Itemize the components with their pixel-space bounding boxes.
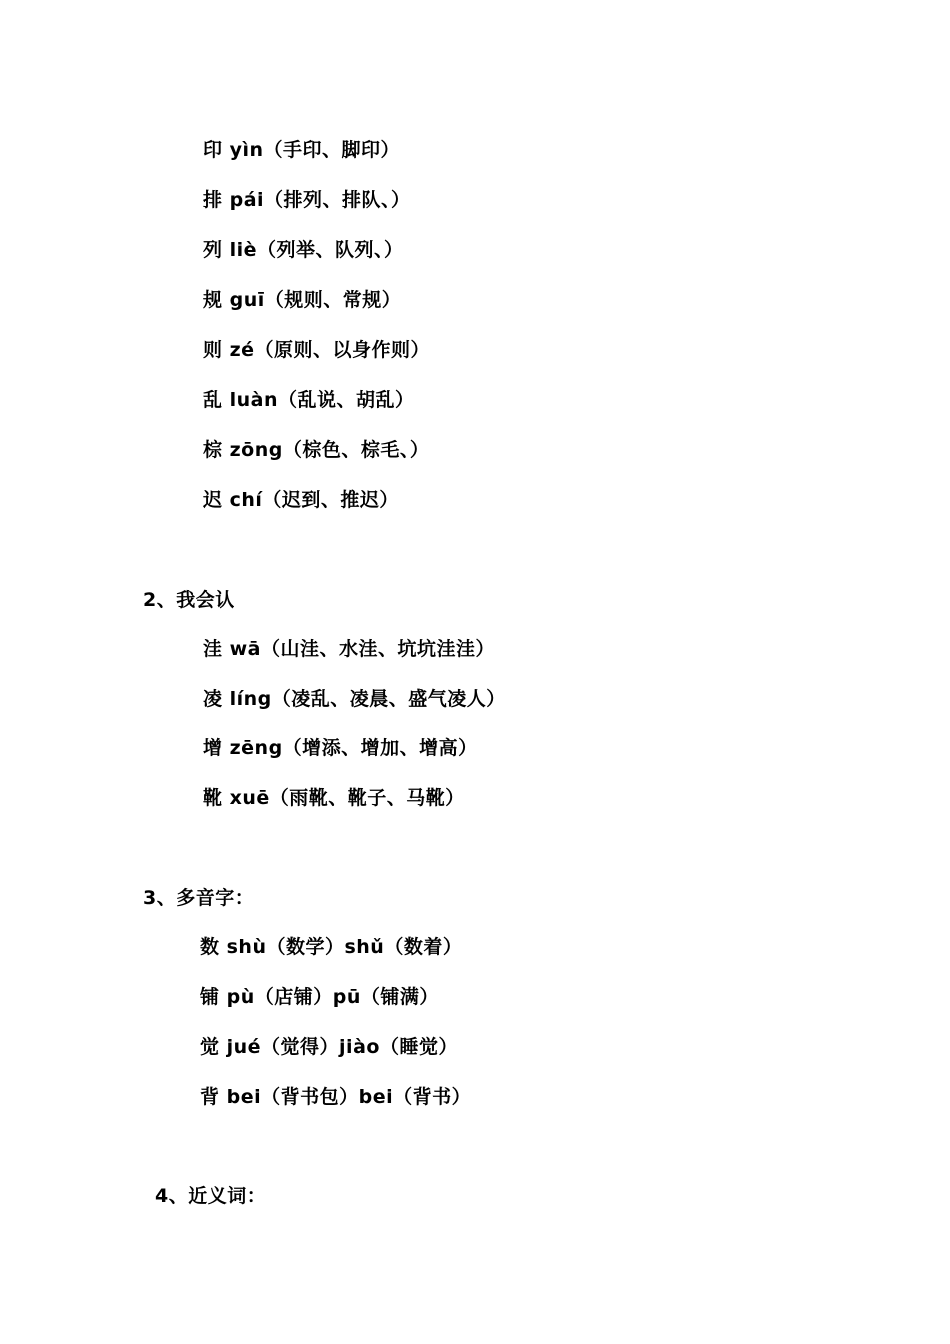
vocab-item-gui: 规 guī（规则、常规） xyxy=(203,289,402,311)
polyphonic-item-bei: 背 bei（背书包）bei（背书） xyxy=(200,1086,472,1108)
polyphonic-item-shu: 数 shù（数学）shǔ（数着） xyxy=(200,936,463,958)
vocab-item-luan: 乱 luàn（乱说、胡乱） xyxy=(203,389,415,411)
polyphonic-item-pu: 铺 pù（店铺）pū（铺满） xyxy=(200,986,439,1008)
vocab-item-lie: 列 liè（列举、队列、） xyxy=(203,239,404,261)
vocab-item-pai: 排 pái（排列、排队、） xyxy=(203,189,411,211)
vocab-item-ze: 则 zé（原则、以身作则） xyxy=(203,339,431,361)
vocab-item-chi: 迟 chí（迟到、推迟） xyxy=(203,489,399,511)
polyphonic-item-jue: 觉 jué（觉得）jiào（睡觉） xyxy=(200,1036,458,1058)
vocab-item-xue: 靴 xuē（雨靴、靴子、马靴） xyxy=(203,787,465,809)
vocab-item-yin: 印 yìn（手印、脚印） xyxy=(203,139,401,161)
section-heading-recognize: 2、我会认 xyxy=(143,589,235,611)
vocab-item-zong: 棕 zōng（棕色、棕毛、） xyxy=(203,439,430,461)
vocab-item-wa: 洼 wā（山洼、水洼、坑坑洼洼） xyxy=(203,638,495,660)
section-heading-polyphonic: 3、多音字： xyxy=(143,887,255,909)
vocab-item-zeng: 增 zēng（增添、增加、增高） xyxy=(203,737,478,759)
section-heading-synonyms: 4、近义词： xyxy=(155,1185,267,1207)
vocab-item-ling: 凌 líng（凌乱、凌晨、盛气凌人） xyxy=(203,688,506,710)
